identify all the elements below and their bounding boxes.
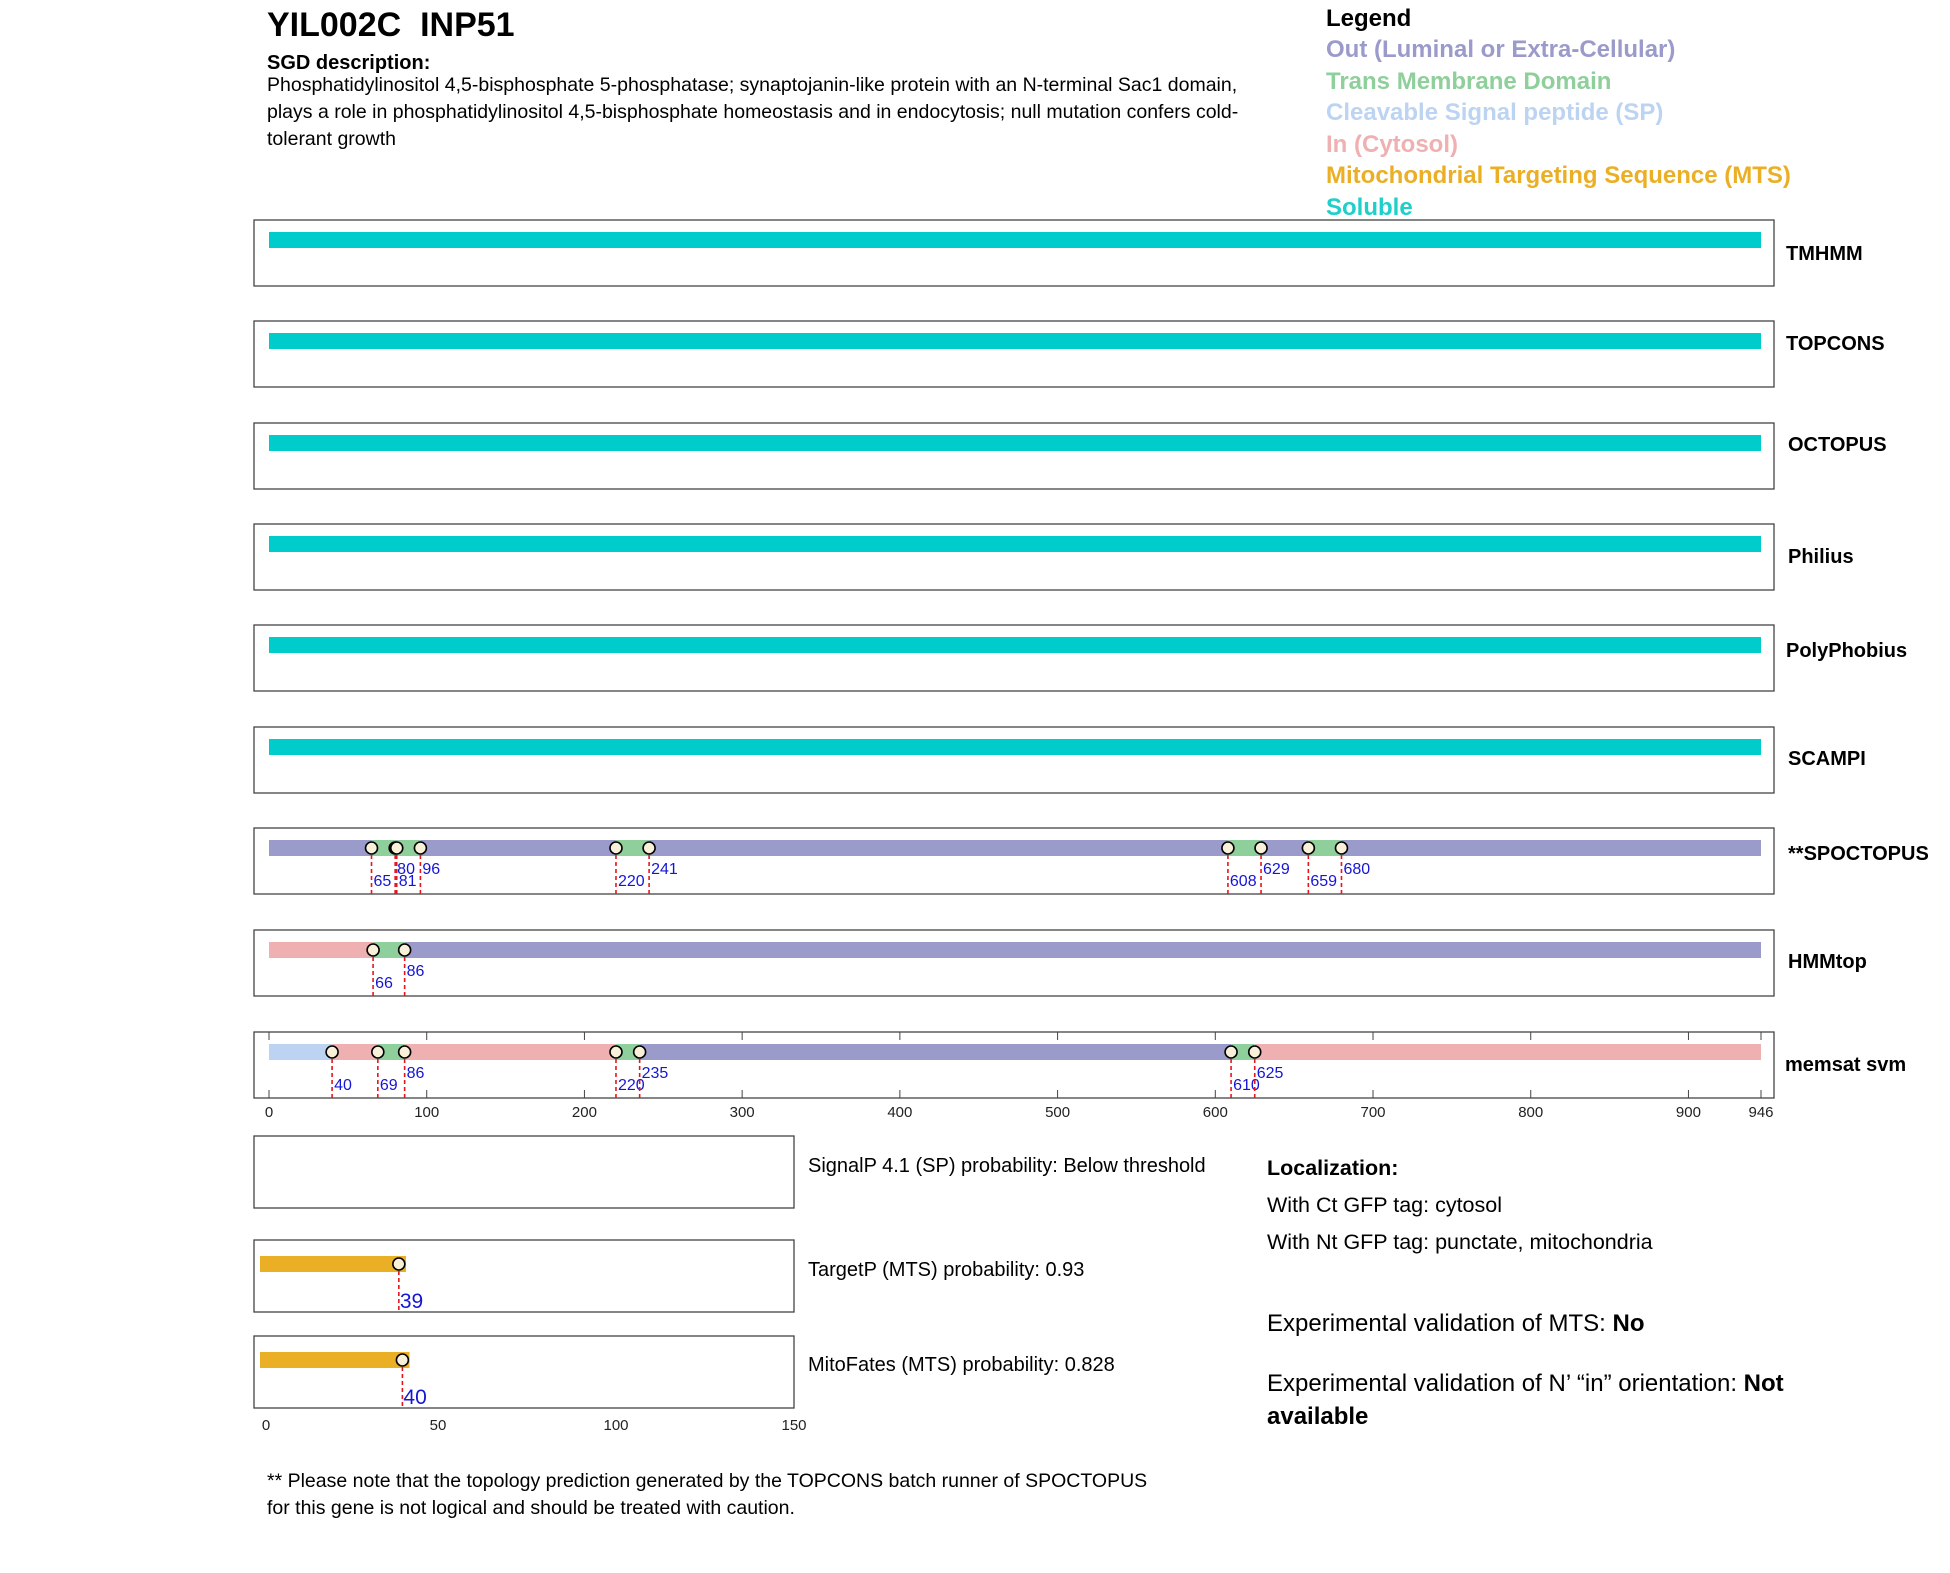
- marker-label: 610: [1233, 1077, 1260, 1094]
- track-frame: [254, 930, 1774, 996]
- track-label-tmhmm: TMHMM: [1786, 243, 1863, 265]
- marker-circle: [366, 842, 378, 854]
- track-tmhmm: [254, 220, 1774, 286]
- segment-soluble: [269, 333, 1761, 349]
- small-axis: [262, 1417, 807, 1434]
- marker-label: 40: [334, 1077, 352, 1094]
- experimental-mts-value: No: [1612, 1310, 1645, 1337]
- axis-tick-label: 200: [571, 1104, 597, 1121]
- experimental-mts-prefix: Experimental validation of MTS:: [1267, 1310, 1613, 1337]
- localization-nt: With Nt GFP tag: punctate, mitochondria: [1267, 1230, 1653, 1254]
- segment-out: [1261, 840, 1308, 856]
- track-spoctopus: [254, 828, 1774, 894]
- track-frame: [254, 220, 1774, 286]
- axis-tick-label: 900: [1675, 1104, 1701, 1121]
- track-scampi: [254, 727, 1774, 793]
- mitofates-label: MitoFates (MTS) probability: 0.828: [808, 1354, 1115, 1376]
- segment-in: [269, 942, 373, 958]
- marker-label: 80: [397, 861, 415, 878]
- marker-label: 86: [406, 963, 425, 980]
- marker-circle: [399, 944, 411, 956]
- track-polyphobius: [254, 625, 1774, 691]
- segment-out: [1341, 840, 1761, 856]
- gene-title: YIL002C INP51: [267, 6, 515, 44]
- marker-circle: [1255, 842, 1267, 854]
- marker-circle: [393, 1258, 405, 1270]
- segment-in: [332, 1044, 378, 1060]
- marker-circle: [610, 842, 622, 854]
- segment-out: [640, 1044, 1231, 1060]
- marker-label: 96: [422, 861, 441, 878]
- axis-tick-label: 0: [264, 1104, 274, 1121]
- track-frame: [254, 625, 1774, 691]
- marker-label: 220: [617, 1077, 645, 1094]
- marker-label: 220: [617, 873, 645, 890]
- segment-in: [1255, 1044, 1761, 1060]
- track-label-philius: Philius: [1788, 546, 1854, 568]
- axis-tick-label: 700: [1360, 1104, 1386, 1121]
- segment-out: [420, 840, 616, 856]
- marker-label: 65: [373, 873, 392, 890]
- signal-panel-0: [254, 1136, 794, 1208]
- marker-circle: [1222, 842, 1234, 854]
- marker-label: 680: [1343, 861, 1371, 878]
- segment-in: [405, 1044, 616, 1060]
- axis-tick-label: 946: [1748, 1104, 1774, 1121]
- track-frame: [254, 321, 1774, 387]
- marker-label: 629: [1263, 861, 1290, 878]
- segment-sp: [269, 1044, 332, 1060]
- track-label-hmmtop: HMMtop: [1788, 951, 1867, 973]
- axis-tick-label: 500: [1045, 1104, 1071, 1121]
- segment-soluble: [269, 637, 1761, 653]
- segment-soluble: [269, 739, 1761, 755]
- segment-soluble: [269, 232, 1761, 248]
- marker-circle: [610, 1046, 622, 1058]
- marker-label: 40: [403, 1386, 427, 1409]
- segment-mts: [260, 1256, 406, 1272]
- panel-frame: [254, 1136, 794, 1208]
- footnote: ** Please note that the topology prediction generated by the TOPCONS batch runner of SPOCTOPUS for this gene is not logical and should be treated with caution.: [267, 1470, 1148, 1519]
- segment-out: [649, 840, 1228, 856]
- marker-circle: [326, 1046, 338, 1058]
- experimental-orientation-prefix: Experimental validation of N’ “in” orientation:: [1267, 1370, 1744, 1397]
- legend-item-soluble: Soluble: [1326, 193, 1413, 221]
- track-label-octopus: OCTOPUS: [1788, 434, 1887, 456]
- axis-tick-label: 0: [261, 1417, 271, 1434]
- segment-mts: [260, 1352, 410, 1368]
- track-frame: [254, 524, 1774, 590]
- segment-soluble: [269, 536, 1761, 552]
- marker-circle: [372, 1046, 384, 1058]
- axis-tick-label: 100: [414, 1104, 440, 1121]
- segment-out: [405, 942, 1761, 958]
- panel-frame: [254, 1336, 794, 1408]
- track-hmmtop: [254, 930, 1774, 996]
- experimental-orientation-value: Not available: [1267, 1370, 1784, 1430]
- marker-circle: [414, 842, 426, 854]
- signal-panel-2: [254, 1336, 794, 1409]
- marker-circle: [1335, 842, 1347, 854]
- track-frame: [254, 727, 1774, 793]
- panel-frame: [254, 1240, 794, 1312]
- marker-circle: [391, 842, 403, 854]
- axis-tick-label: 150: [781, 1417, 807, 1434]
- track-frame: [254, 1032, 1774, 1098]
- marker-circle: [399, 1046, 411, 1058]
- axis-tick-label: 50: [429, 1417, 447, 1434]
- segment-soluble: [269, 435, 1761, 451]
- track-topcons: [254, 321, 1774, 387]
- marker-label: 69: [379, 1077, 398, 1094]
- track-octopus: [254, 423, 1774, 489]
- legend-title: Legend: [1326, 5, 1412, 32]
- axis-tick-label: 800: [1518, 1104, 1544, 1121]
- main-axis: [265, 1104, 1774, 1121]
- legend-item-sp: Cleavable Signal peptide (SP): [1326, 99, 1664, 126]
- axis-tick-label: 100: [603, 1417, 629, 1434]
- marker-circle: [1225, 1046, 1237, 1058]
- track-label-polyphobius: PolyPhobius: [1786, 640, 1908, 662]
- marker-circle: [643, 842, 655, 854]
- track-label-memsat-svm: memsat svm: [1785, 1054, 1907, 1076]
- marker-label: 659: [1310, 873, 1338, 890]
- marker-label: 66: [375, 975, 393, 992]
- legend-item-mts: Mitochondrial Targeting Sequence (MTS): [1326, 162, 1791, 189]
- legend-item-out: Out (Luminal or Extra-Cellular): [1326, 36, 1676, 63]
- marker-circle: [1302, 842, 1314, 854]
- segment-out: [269, 840, 372, 856]
- marker-label: 81: [398, 873, 417, 890]
- marker-label: 235: [641, 1065, 669, 1082]
- legend-item-tm: Trans Membrane Domain: [1326, 67, 1612, 95]
- axis-tick-label: 400: [887, 1104, 913, 1121]
- marker-circle: [634, 1046, 646, 1058]
- signal-panel-1: [254, 1240, 794, 1313]
- track-label-scampi: SCAMPI: [1788, 748, 1866, 770]
- marker-label: 241: [651, 861, 678, 878]
- localization-title: Localization:: [1267, 1156, 1399, 1180]
- track-philius: [254, 524, 1774, 590]
- marker-circle: [367, 944, 379, 956]
- legend-item-in: In (Cytosol): [1326, 130, 1458, 158]
- localization-ct: With Ct GFP tag: cytosol: [1267, 1193, 1502, 1217]
- targetp-label: TargetP (MTS) probability: 0.93: [808, 1259, 1085, 1281]
- description-text: Phosphatidylinositol 4,5-bisphosphate 5-phosphatase; synaptojanin-like protein with an N-terminal Sac1 domain, plays a role in phosphatidylinositol 4,5-bisphosphate homeostasis and in endocytosis; null mutation confers cold-tolerant growth: [267, 74, 1239, 150]
- marker-label: 86: [406, 1065, 425, 1082]
- marker-label: 625: [1256, 1065, 1284, 1082]
- marker-circle: [1249, 1046, 1261, 1058]
- track-frame: [254, 828, 1774, 894]
- marker-label: 608: [1229, 873, 1257, 890]
- track-label-spoctopus: **SPOCTOPUS: [1788, 843, 1929, 865]
- track-memsat-svm: [254, 1032, 1774, 1098]
- axis-tick-label: 600: [1202, 1104, 1228, 1121]
- track-frame: [254, 423, 1774, 489]
- marker-label: 39: [399, 1290, 424, 1313]
- signalp-label: SignalP 4.1 (SP) probability: Below threshold: [808, 1155, 1206, 1177]
- axis-tick-label: 300: [729, 1104, 755, 1121]
- marker-circle: [396, 1354, 408, 1366]
- description-label: SGD description:: [267, 52, 431, 74]
- track-label-topcons: TOPCONS: [1786, 333, 1885, 355]
